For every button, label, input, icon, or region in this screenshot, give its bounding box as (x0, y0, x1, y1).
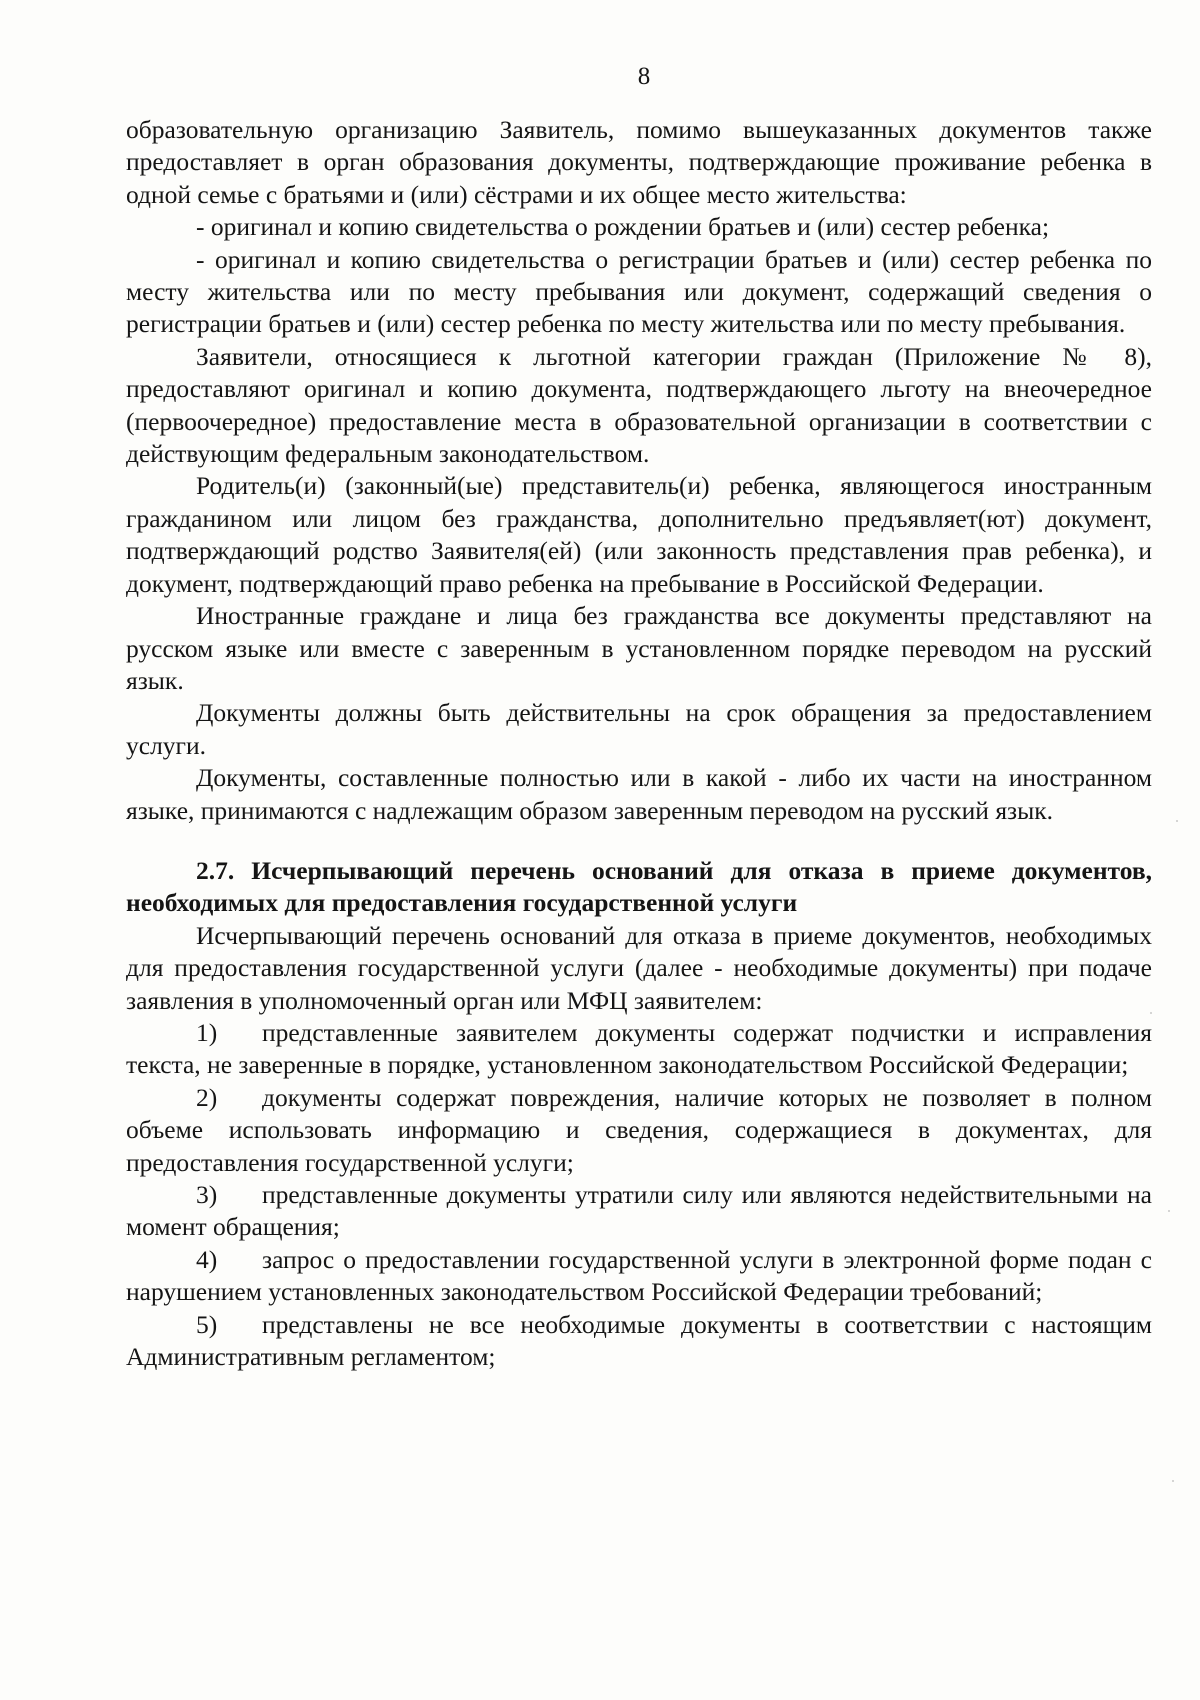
document-body (126, 114, 1152, 1373)
list-item-number: 3) (196, 1180, 218, 1209)
paragraph-foreign-documents: Иностранные граждане и лица без гражданства все документы представляют на русском языке или вместе с заверенным в установленном порядке переводом на русский язык. (126, 601, 1152, 695)
list-item-birth-certificate: - оригинал и копию свидетельства о рождении братьев и (или) сестер ребенка; (196, 212, 1050, 242)
paragraph-continuation: образовательную организацию Заявитель, помимо вышеуказанных документов также предоставляет в орган образования документы, подтверждающие проживание ребенка в одной семье с братьями и (или) сёстрами и их общее место жительства: (126, 115, 1152, 209)
scan-speck (1172, 1480, 1174, 1482)
paragraph-privileged-applicants: Заявители, относящиеся к льготной категории граждан (Приложение № 8), предоставляют оригинал и копию документа, подтверждающего льготу на внеочередное (первоочередное) предоставление места в образовательной организации в соответствии с действующим федеральным законодательством. (126, 341, 1152, 469)
list-item-text: представлены не все необходимые документы в соответствии с настоящим Административным регламентом; (126, 1309, 1152, 1372)
list-item-number: 1) (196, 1017, 218, 1047)
list-item (126, 1309, 1152, 1374)
paragraph-validity: Документы должны быть действительны на срок обращения за предоставлением услуги. (126, 698, 1152, 760)
refusal-grounds-list (126, 1017, 1152, 1373)
scan-speck (1150, 1012, 1152, 1014)
scan-speck (1176, 820, 1178, 822)
section-heading: 2.7. Исчерпывающий перечень оснований для отказа в приеме документов, необходимых для предоставления государственной услуги (126, 855, 1152, 918)
list-item-number: 5) (196, 1309, 218, 1339)
list-item (126, 1244, 1152, 1309)
section-intro: Исчерпывающий перечень оснований для отказа в приеме документов, необходимых для предоставления государственной услуги (далее - необходимые документы) при подаче заявления в уполномоченный орган или МФЦ заявителем: (126, 920, 1152, 1015)
list-item (126, 1179, 1152, 1244)
list-item (126, 1082, 1152, 1179)
section-gap (126, 827, 1152, 855)
list-item-text: запрос о предоставлении государственной услуги в электронной форме подан с нарушением установленных законодательством Российской Федерации требований; (126, 1244, 1152, 1307)
paragraph-translation: Документы, составленные полностью или в какой - либо их части на иностранном языке, принимаются с надлежащим образом заверенным переводом на русский язык. (126, 763, 1152, 825)
list-item-number: 2) (196, 1082, 218, 1112)
list-item-number: 4) (196, 1244, 218, 1274)
list-item-text: представленные заявителем документы содержат подчистки и исправления текста, не заверенные в порядке, установленном законодательством Российской Федерации; (126, 1017, 1152, 1080)
paragraph-foreign-child: Родитель(и) (законный(ые) представитель(и) ребенка, являющегося иностранным гражданином или лицом без гражданства, дополнительно предъявляет(ют) документ, подтверждающий родство Заявителя(ей) (или законность представления прав ребенка), и документ, подтверждающий право ребенка на пребывание в Российской Федерации. (126, 471, 1152, 598)
list-item (126, 1017, 1152, 1082)
list-item-text: документы содержат повреждения, наличие которых не позволяет в полном объеме использовать информацию и сведения, содержащиеся в документах, для предоставления государственной услуги; (126, 1082, 1152, 1177)
scan-speck (1168, 1210, 1170, 1212)
list-item-registration-certificate: - оригинал и копию свидетельства о регистрации братьев и (или) сестер ребенка по месту жительства или по месту пребывания или документ, содержащий сведения о регистрации братьев и (или) сестер ребенка по месту жительства или по месту пребывания. (126, 244, 1152, 339)
list-item-text: представленные документы утратили силу или являются недействительными на момент обращения; (126, 1180, 1152, 1242)
page-number: 8 (637, 63, 651, 90)
